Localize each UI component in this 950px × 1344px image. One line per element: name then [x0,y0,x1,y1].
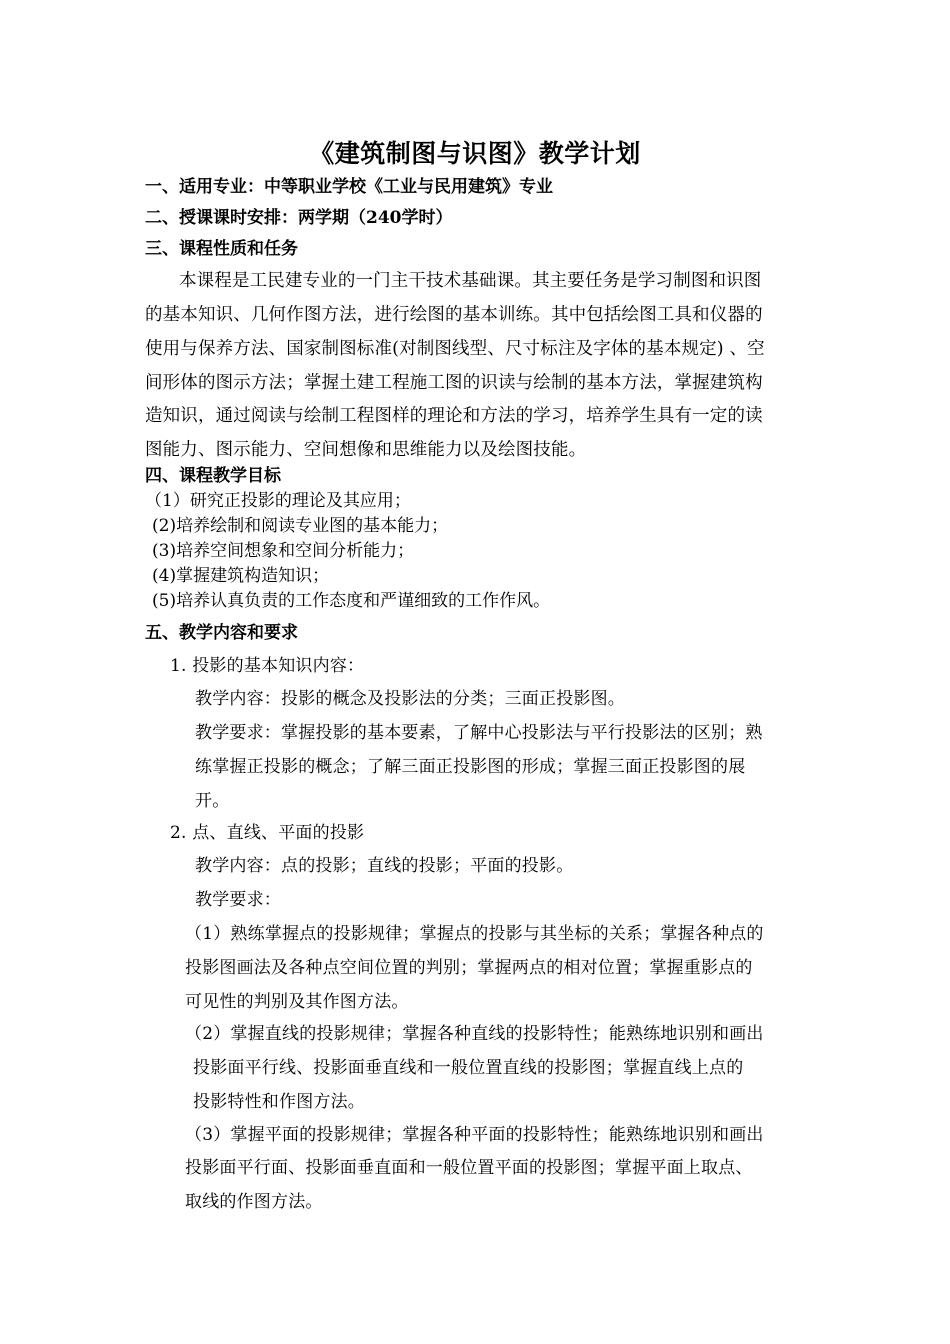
section-heading-objectives: 四、课程教学目标 [145,466,281,486]
requirement-line: （3）掌握平面的投影规律；掌握各种平面的投影特性；能熟练地识别和画出 [185,1125,764,1145]
paragraph-line: 本课程是工民建专业的一门主干技术基础课。其主要任务是学习制图和识图 [179,271,762,291]
section-heading-course-nature: 三、课程性质和任务 [145,239,298,259]
teaching-content-line: 教学内容：点的投影；直线的投影；平面的投影。 [195,856,574,876]
section-heading-class-hours: 二、授课课时安排：两学期（240学时） [145,208,453,228]
paragraph-line: 图能力、图示能力、空间想像和思维能力以及绘图技能。 [145,440,587,460]
teaching-requirement-line: 教学要求：掌握投影的基本要素，了解中心投影法与平行投影法的区别；熟 [195,723,763,743]
paragraph-line: 间形体的图示方法；掌握土建工程施工图的识读与绘制的基本方法，掌握建筑构 [145,373,763,393]
objective-item: (2)培养绘制和阅读专业图的基本能力； [152,516,449,536]
section-heading-applicable-major: 一、适用专业：中等职业学校《工业与民用建筑》专业 [145,177,553,197]
requirement-line: 投影特性和作图方法。 [193,1092,365,1112]
document-title: 《建筑制图与识图》教学计划 [309,139,641,168]
objective-item: (5)培养认真负责的工作态度和严谨细致的工作作风。 [152,591,551,611]
objective-item: (4)掌握建筑构造知识； [152,566,330,586]
objective-item: (3)培养空间想象和空间分析能力； [152,541,415,561]
requirement-line: 投影面平行面、投影面垂直面和一般位置平面的投影图；掌握平面上取点、 [185,1158,753,1178]
requirement-line: 可见性的判别及其作图方法。 [185,992,409,1012]
objective-item: （1）研究正投影的理论及其应用； [145,491,411,511]
requirement-line: （1）熟练掌握点的投影规律；掌握点的投影与其坐标的关系；掌握各种点的 [185,924,764,944]
requirement-line: （2）掌握直线的投影规律；掌握各种直线的投影特性；能熟练地识别和画出 [185,1024,764,1044]
teaching-requirement-line: 开。 [195,791,230,811]
paragraph-line: 造知识，通过阅读与绘制工程图样的理论和方法的学习，培养学生具有一定的读 [145,406,763,426]
paragraph-line: 使用与保养方法、国家制图标准(对制图线型、尺寸标注及字体的基本规定) 、空 [145,339,765,359]
requirement-line: 取线的作图方法。 [185,1192,323,1212]
content-item-heading: 1. 投影的基本知识内容： [170,656,365,676]
teaching-content-line: 教学内容：投影的概念及投影法的分类；三面正投影图。 [195,689,625,709]
teaching-requirement-label: 教学要求： [195,890,281,910]
teaching-requirement-line: 练掌握正投影的概念；了解三面正投影图的形成；掌握三面正投影图的展 [195,757,746,777]
requirement-line: 投影图画法及各种点空间位置的判别；掌握两点的相对位置；掌握重影点的 [185,958,753,978]
section-heading-teaching-content: 五、教学内容和要求 [145,623,298,643]
content-item-heading: 2. 点、直线、平面的投影 [170,823,365,843]
requirement-line: 投影面平行线、投影面垂直线和一般位置直线的投影图；掌握直线上点的 [193,1058,744,1078]
paragraph-line: 的基本知识、几何作图方法，进行绘图的基本训练。其中包括绘图工具和仪器的 [145,305,763,325]
